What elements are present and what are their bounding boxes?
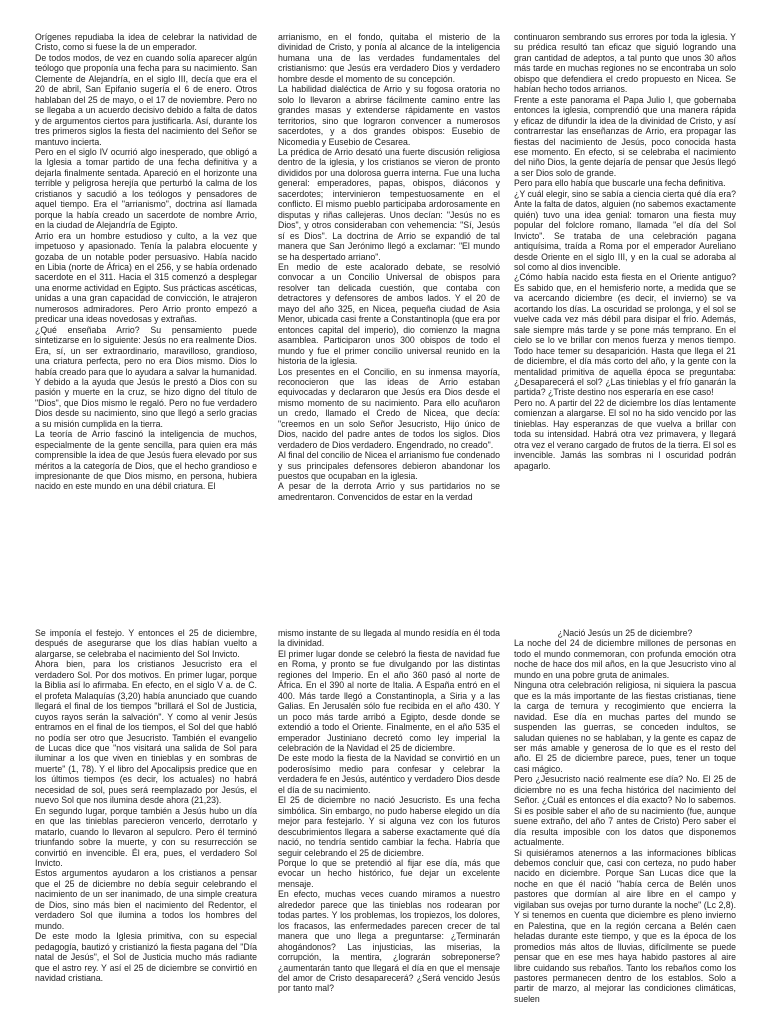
paragraph: Arrio era un hombre estudioso y culto, a la vez que impetuoso y apasionado. Tenía la palabra elocuente y gozaba de un notable poder persuasivo. Había nacido en Libia (norte de África) en el 256, y se había ordenado sacerdote en el 311. Hacia el 315 comenzó a desplegar una enorme actividad en Egipto. Sus prácticas ascéticas, unidas a una gran capacidad de convicción, le atrajeron numerosos admiradores. Pero Arrio pronto empezó a predicar una ideas novedosas y extrañas. [35, 230, 257, 325]
text-column-top-middle [278, 32, 500, 572]
paragraph: A pesar de la derrota Arrio y sus partidarios no se amedrentaron. Convencidos de estar en la verdad [278, 481, 500, 502]
paragraph: Ninguna otra celebración religiosa, ni siquiera la pascua que es la más importante de las fiestas cristianas, tiene la carga de ternura y recogimiento que encierra la navidad. Ese día en muchas partes del mundo se suspenden las guerras, se conceden indultos, se saludan quienes no se hablaban, y la gente es capaz de ser más amable y generosa de lo que es el resto del año. El 25 de diciembre parece, pues, tener un toque casi mágico. [514, 680, 736, 774]
paragraph: De este modo la Iglesia primitiva, con su especial pedagogía, bautizó y cristianizó la fiesta pagana del "Día natal de Jesús", el Sol de Justicia mucho más radiante que el astro rey. Y así el 25 de diciembre se convirtió en navidad cristiana. [35, 931, 257, 983]
paragraph: Se imponía el festejo. Y entonces el 25 de diciembre, después de asegurarse que los días habían vuelto a alargarse, se celebraba el nacimiento del Sol Invicto. [35, 628, 257, 659]
paragraph: Porque lo que se pretendió al fijar ese día, más que evocar un hecho histórico, fue dejar un excelente mensaje. [278, 857, 500, 889]
paragraph: ¿Y cuál elegir, sino se sabía a ciencia cierta qué día era? Ante la falta de datos, alguien (no sabemos exactamente quién) tuvo una idea genial: tomaron una fiesta muy popular del folclore romano, llamada "el día del Sol Invicto". Se trataba de una celebración pagana antiquísima, traída a Roma por el emperador Aureliano desde Oriente en el siglo III, y en la cual se adoraba al sol como al dios invencible. [514, 188, 736, 272]
section-heading: ¿Nació Jesús un 25 de diciembre? [557, 628, 693, 638]
paragraph: De este modo la fiesta de la Navidad se convirtió en un poderosísimo medio para confesar y celebrar la verdadera fe en Jesús, auténtico y verdadero Dios desde el día de su nacimiento. [278, 753, 500, 795]
text-column-bottom-right [514, 628, 736, 1024]
paragraph: Pero ¿Jesucristo nació realmente ese día? No. El 25 de diciembre no es una fecha histórica del nacimiento del Señor. ¿Cuál es entonces el día exacto? No lo sabemos. Si es posible saber el año de su nacimiento (fue, aunque suene extraño, del año 7 antes de Cristo) Pero saber el día resulta imposible con los datos que disponemos actualmente. [514, 774, 736, 848]
paragraph: ¿Cómo había nacido esta fiesta en el Oriente antiguo? Es sabido que, en el hemisferio norte, a medida que se va acercando diciembre (es decir, el invierno) se va acortando los días. La oscuridad se prolonga, y el sol se vuelve cada vez más débil para disipar el frío. Además, sale siempre más tarde y se pone más temprano. En el cielo se lo ve brillar con menos fuerza y menos tiempo. Todo hace temer su desaparición. Hasta que llega el 21 de diciembre, el día más corto del año, y la gente con la mentalidad primitiva de aquella época se preguntaba: ¿Desaparecerá el sol? ¿Las tinieblas y el frío ganarán la partida? ¿Triste destino nos esperaría en ese caso! [514, 272, 736, 398]
section-body [514, 638, 736, 1004]
paragraph: El 25 de diciembre no nació Jesucristo. Es una fecha simbólica. Sin embargo, no pudo haberse elegido un día mejor para festejarlo. Y si alguna vez con los futuros descubrimientos llegara a saberse exactamente qué día nació, no tendría sentido cambiar la fecha. Habría que seguir celebrando el 25 de diciembre. [278, 795, 500, 858]
paragraph: En segundo lugar, porque también a Jesús hubo un día en que las tinieblas parecieron vencerlo, derrotarlo y matarlo, cuando lo llevaron al sepulcro. Pero él terminó triunfando sobre la muerte, y con su resurrección se convirtió en invencible. Él era, pues, el verdadero Sol Invicto. [35, 805, 257, 868]
paragraph: ¿Qué enseñaba Arrio? Su pensamiento puede sintetizarse en lo siguiente: Jesús no era realmente Dios. Era, sí, un ser extraordinario, maravilloso, grandioso, una criatura perfecta, pero no era Dios mismo. Dios lo había creado para que lo ayudara a salvar la humanidad. Y debido a la ayuda que Jesús le prestó a Dios con su pasión y muerte en la cruz, se hizo digno del título de "Dios", que Dios mismo le regaló. Pero no fue verdadero Dios desde su nacimiento, sino que llegó a serlo gracias a su misión cumplida en la tierra. [35, 324, 257, 429]
paragraph: arrianismo, en el fondo, quitaba el misterio de la divinidad de Cristo, y ponía al alcance de la inteligencia humana una de las verdades fundamentales del cristianismo: que Jesús era verdadero Dios y verdadero hombre desde el momento de su concepción. [278, 32, 500, 84]
paragraph: Estos argumentos ayudaron a los cristianos a pensar que el 25 de diciembre no debía seguir celebrando el nacimiento de un ser inanimado, de una simple creatura de Dios, sino más bien el nacimiento del Redentor, el verdadero Sol que ilumina a todos los hombres del mundo. [35, 868, 257, 931]
text-column-bottom-left [35, 628, 257, 1024]
paragraph: La habilidad dialéctica de Arrio y su fogosa oratoria no solo lo llevaron a abrirse fácilmente camino entre las grandes masas y extenderse rápidamente en vastos territorios, sino que lograron convencer a numerosos sacerdotes, y a dos grandes obispos: Eusebio de Nicomedia y Eusebio de Cesarea. [278, 84, 500, 147]
text-column-top-left [35, 32, 257, 572]
paragraph: Frente a este panorama el Papa Julio I, que gobernaba entonces la iglesia, comprendió que una manera rápida y eficaz de difundir la idea de la divinidad de Cristo, y así contrarrestar las enseñanzas de Arrio, era propagar las fiestas del nacimiento de Jesús, poco conocida hasta ese momento. En efecto, si se celebraba el nacimiento del niño Dios, la gente dejaría de pensar que Jesús llegó a ser Dios solo de grande. [514, 94, 736, 178]
paragraph: La prédica de Arrio desató una fuerte discusión religiosa dentro de la iglesia, y los cristianos se vieron de pronto divididos por una dolorosa guerra interna. Fue una lucha general: emperadores, papas, obispos, diáconos y sacerdotes; intervinieron tempestuosamente en el conflicto. El mismo pueblo participaba ardorosamente en disputas y riñas callejeras. Unos decían: "Jesús no es Dios", y otros consideraban con vehemencia: "Sí, Jesús sí es Dios". La doctrina de Arrio se expandió de tal manera que San Jerónimo llegó a exclamar: "El mundo se ha despertado arriano". [278, 146, 500, 262]
paragraph: La teoría de Arrio fascinó la inteligencia de muchos, especialmente de la gente sencilla, para quien era más comprensible la idea de que Jesús fuera elevado por sus méritos a la categoría de Dios, que el hecho grandioso e impresionante de que Dios mismo, en persona, hubiera nacido en este mundo en una débil criatura. El [35, 429, 257, 492]
paragraph: Pero en el siglo IV ocurrió algo inesperado, que obligó a la Iglesia a tomar partido de una fecha definitiva y a dejarla finalmente sentada. Apareció en el horizonte una terrible y peligrosa herejía que perturbó la calma de los cristianos y sacudió a los teólogos y pensadores de aquel tiempo. Era el "arrianismo", doctrina así llamada porque la había creado un sacerdote de nombre Arrio, en la ciudad de Alejandría de Egipto. [35, 146, 257, 231]
paragraph: Pero no. A partir del 22 de diciembre los días lentamente comienzan a alargarse. El sol no ha sido vencido por las tinieblas. Hay esperanzas de que vuelva a brillar con toda su intensidad. Habrá otra vez primavera, y llegará otra vez el verano cargado de frutos de la tierra. El sol es invencible. Jamás las sombras ni l oscuridad podrán apagarlo. [514, 397, 736, 471]
paragraph: Al final del concilio de Nicea el arrianismo fue condenado y sus principales defensores debieron abandonar los puestos que ocupaban en la iglesia. [278, 450, 500, 482]
paragraph: Los presentes en el Concilio, en su inmensa mayoría, reconocieron que las ideas de Arrio estaban equivocadas y declararon que Jesús era Dios desde el mismo momento de su nacimiento. Para ello acuñaron un credo, llamado el Credo de Nicea, que decía: "creemos en un solo Señor Jesucristo, Hijo único de Dios, nacido del padre antes de todos los siglos. Dios verdadero de Dios verdadero. Engendrado, no creado". [278, 366, 500, 450]
paragraph: Orígenes repudiaba la idea de celebrar la natividad de Cristo, como si fuese la de un emperador. [35, 32, 257, 53]
paragraph: Si quisiéramos atenernos a las informaciones bíblicas debemos concluir que, casi con certeza, no pudo haber nacido en diciembre. Porque San Lucas dice que la noche en que él nació "había cerca de Belén unos pastores que dormían al aire libre en el campo y vigilaban sus ovejas por turno durante la noche" (Lc 2,8). Y si tenemos en cuenta que diciembre es pleno invierno en Palestina, que en la región cercana a Belén caen heladas durante este tiempo, y que es la época de los promedios más altos de lluvias, difícilmente se puede pensar que en ese mes haya habido pastores al aire libre cuidando sus rebaños. Tanto los rebaños como los pastores permanecen dentro de los establos. Solo a partir de marzo, al mejorar las condiciones climáticas, suelen [514, 847, 736, 1004]
text-column-bottom-middle [278, 628, 500, 1024]
paragraph: La noche del 24 de diciembre millones de personas en todo el mundo conmemoran, con profunda emoción otra noche de hace dos mil años, en la que Jesucristo vino al mundo en una pobre gruta de animales. [514, 638, 736, 680]
paragraph: De todos modos, de vez en cuando solía aparecer algún teólogo que proponía una fecha para su nacimiento. San Clemente de Alejandría, en el siglo III, decía que era el 20 de abril, San Epifanio sugería el 6 de enero. Otros hablaban del 25 de mayo, o el 17 de noviembre. Pero no se llegaba a un acuerdo decisivo debido a falta de datos y de argumentos ciertos para justificarla. Así, durante los tres primeros siglos la fiesta del nacimiento del Señor se mantuvo incierta. [35, 52, 257, 147]
paragraph: El primer lugar donde se celebró la fiesta de navidad fue en Roma, y pronto se fue divulgando por las distintas regiones del Imperio. En el año 360 pasó al norte de África. En el 390 al norte de Italia. A España entró en el 400. Más tarde llegó a Constantinopla, a Siria y a las Galias. En Jerusalén sólo fue recibida en el año 430. Y un poco más tarde arribó a Egipto, desde donde se extendió a todo el Oriente. Finalmente, en el año 535 el emperador Justiniano decretó como ley imperial la celebración de la Navidad el 25 de diciembre. [278, 648, 500, 753]
paragraph: Ahora bien, para los cristianos Jesucristo era el verdadero Sol. Por dos motivos. En primer lugar, porque la Biblia así lo afirmaba. En efecto, en el siglo V a. de C. el profeta Malaquías (3,20) había anunciado que cuando llegará el final de los tiempos "brillará el Sol de Justicia, cuyos rayos serán la salvación". Y como al venir Jesús entramos en el final de los tiempos, el Sol del que habló no podía ser otro que Jesucristo. También el evangelio de Lucas dice que "nos visitará una salida de Sol para iluminar a los que viven en tinieblas y en sombras de muerte" (1, 78). Y el libro del Apocalipsis predice que en los últimos tiempos (es decir, los actuales) no habrá necesidad de sol, pues será reemplazado por Jesús, el nuevo Sol que nos ilumina desde ahora (21,23). [35, 659, 257, 806]
paragraph: continuaron sembrando sus errores por toda la iglesia. Y su prédica resultó tan eficaz que siguió logrando una gran cantidad de adeptos, a tal punto que unos 30 años más tarde en muchas regiones no se encontraba un solo obispo que defendiera el credo propuesto en Nicea. Se habían hecho todos arrianos. [514, 32, 736, 95]
text-column-top-right [514, 32, 736, 572]
paragraph: mismo instante de su llegada al mundo residía en él toda la divinidad. [278, 628, 500, 649]
paragraph: En medio de este acalorado debate, se resolvió convocar a un Concilio Universal de obispos para resolver tan delicada cuestión, que contaba con detractores y defensores de ambos lados. Y el 20 de mayo del año 325, en Nicea, pequeña ciudad de Asia Menor, ubicada casi frente a Constantinopla (que era por entonces capital del imperio), dio comienzo la magna asamblea. Participaron unos 300 obispos de todo el mundo y fue el primer concilio universal reunido en la historia de la iglesia. [278, 261, 500, 367]
paragraph: En efecto, muchas veces cuando miramos a nuestro alrededor parece que las tinieblas nos rodearan por todas partes. Y los problemas, los tropiezos, los dolores, los fracasos, las enfermedades parecen crecer de tal manera que uno llega a preguntarse: ¿Terminarán ahogándonos? Las injusticias, las miserias, la corrupción, la mentira, ¿lograrán sobreponerse? ¿aumentarán tanto que llegará el día en que el mensaje del amor de Cristo desaparecerá? ¿Será vencido Jesús por tanto mal? [278, 889, 500, 994]
paragraph: Pero para ello había que buscarle una fecha definitiva. [514, 178, 726, 189]
